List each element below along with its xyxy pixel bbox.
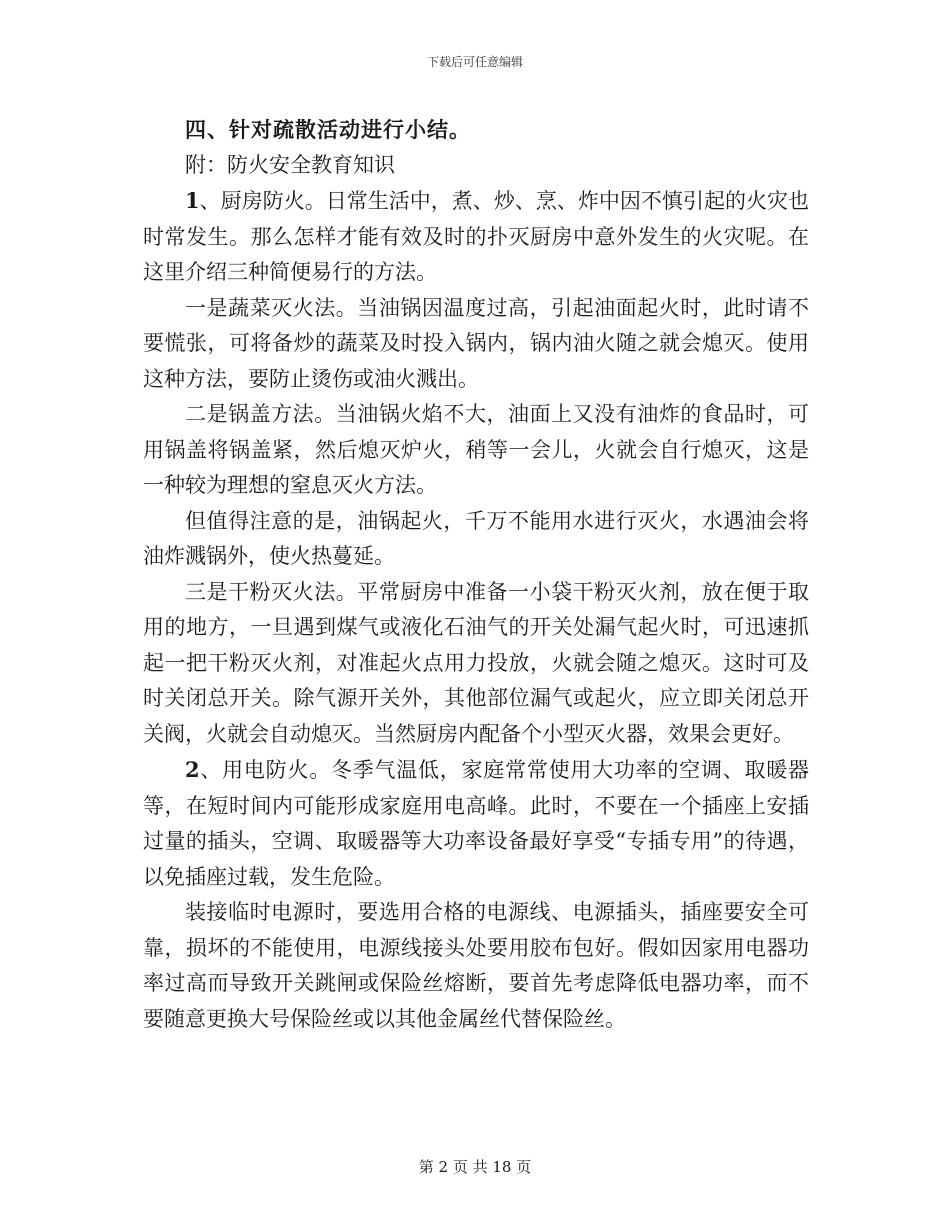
item-2-paragraph	[143, 752, 809, 895]
appendix-title: 附：防火安全教育知识	[185, 152, 395, 177]
page-header: 下载后可任意编辑	[426, 55, 523, 69]
document-body	[143, 112, 809, 1037]
section-title: 四、针对疏散活动进行小结。	[185, 117, 471, 142]
item-2-text: 、用电防火。冬季气温低，家庭常常使用大功率的空调、取暖器等，在短时间内可能形成家庭用电高峰。此时，不要在一个插座上安插过量的插头，空调、取暖器等大功率设备最好享受“专插专用”的待遇，以免插座过载，发生危险。	[143, 758, 809, 889]
note-paragraph: 但值得注意的是，油锅起火，千万不能用水进行灭火，水遇油会将油炸溅锅外，使火热蔓延。	[143, 508, 809, 568]
method-1-paragraph: 一是蔬菜灭火法。当油锅因温度过高，引起油面起火时，此时请不要慌张，可将备炒的蔬菜及时投入锅内，锅内油火随之就会熄灭。使用这种方法，要防止烫伤或油火溅出。	[143, 295, 809, 391]
page-footer: 第 2 页 共 18 页	[418, 1158, 532, 1176]
method-3-paragraph: 三是干粉灭火法。平常厨房中准备一小袋干粉灭火剂，放在便于取用的地方，一旦遇到煤气或液化石油气的开关处漏气起火时，可迅速抓起一把干粉灭火剂，对准起火点用力投放，火就会随之熄灭。这时可及时关闭总开关。除气源开关外，其他部位漏气或起火，应立即关闭总开关阀，火就会自动熄灭。当然厨房内配备个小型灭火器，效果会更好。	[143, 579, 809, 746]
wiring-paragraph: 装接临时电源时，要选用合格的电源线、电源插头，插座要安全可靠，损坏的不能使用，电源线接头处要用胶布包好。假如因家用电器功率过高而导致开关跳闸或保险丝熔断，要首先考虑降低电器功率，而不要随意更换大号保险丝或以其他金属丝代替保险丝。	[143, 900, 809, 1031]
item-1-text: 、厨房防火。日常生活中，煮、炒、烹、炸中因不慎引起的火灾也时常发生。那么怎样才能有效及时的扑灭厨房中意外发生的火灾呢。在这里介绍三种简便易行的方法。	[143, 189, 809, 284]
item-1-paragraph	[143, 183, 809, 291]
item-1-number: 1	[185, 188, 200, 213]
method-2-paragraph: 二是锅盖方法。当油锅火焰不大，油面上又没有油炸的食品时，可用锅盖将锅盖紧，然后熄灭炉火，稍等一会儿，火就会自行熄灭，这是一种较为理想的窒息灭火方法。	[143, 402, 809, 497]
item-2-number: 2	[185, 757, 200, 782]
